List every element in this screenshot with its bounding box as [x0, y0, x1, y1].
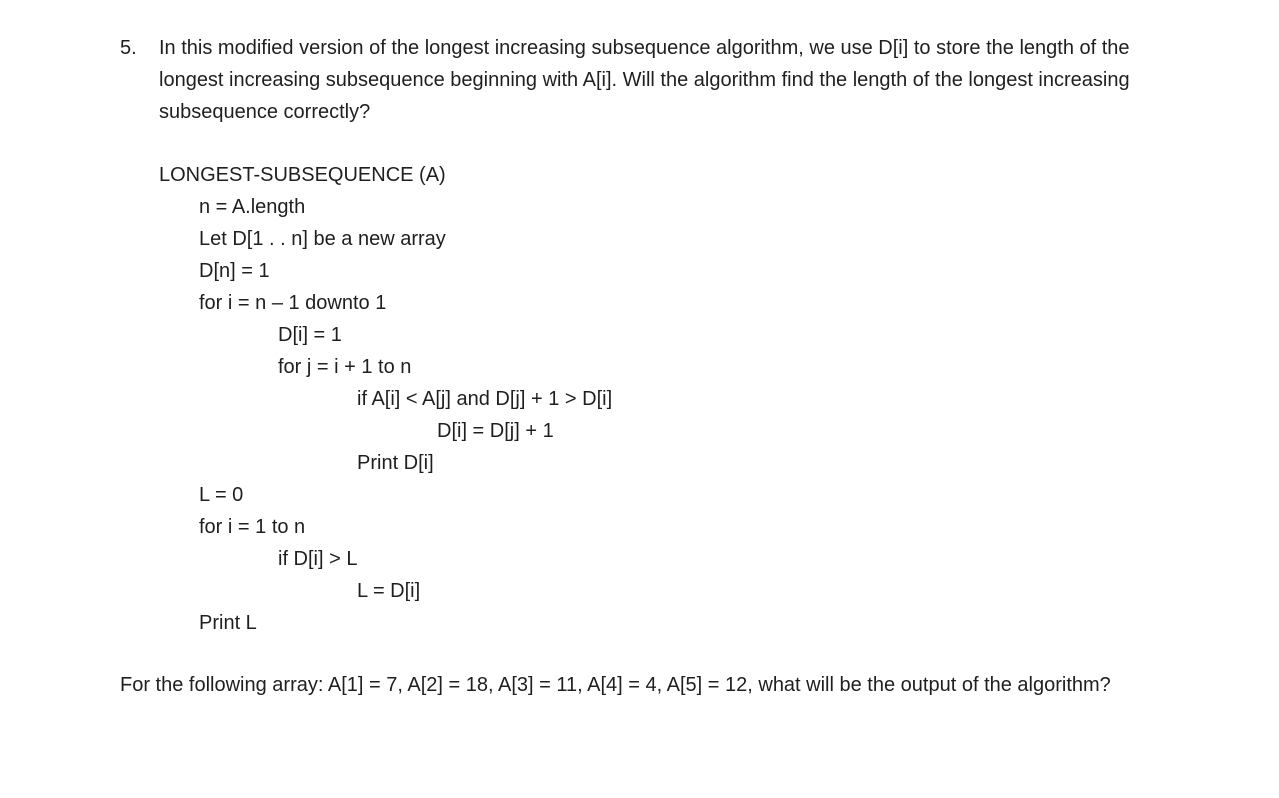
code-line: if D[i] > L: [278, 548, 358, 570]
code-line: Print D[i]: [357, 452, 434, 474]
code-line: L = D[i]: [357, 580, 421, 602]
code-line: D[i] = D[j] + 1: [437, 420, 554, 442]
code-line: if A[i] < A[j] and D[j] + 1 > D[i]: [357, 388, 613, 410]
code-line: for i = 1 to n: [199, 516, 306, 538]
code-line: L = 0: [199, 484, 244, 506]
code-line-procedure-name: LONGEST-SUBSEQUENCE (A): [159, 164, 446, 186]
code-line: for j = i + 1 to n: [278, 356, 412, 378]
code-line: D[n] = 1: [199, 260, 270, 282]
code-line: D[i] = 1: [278, 324, 342, 346]
question-text: In this modified version of the longest increasing subsequence algorithm, we use D[i] to store the length of the longest increasing subsequence beginning with A[i]. Will the algorithm find the length of the longest increasing subsequence correctly?: [159, 37, 1130, 123]
question-number: 5.: [120, 37, 137, 59]
question-5: [120, 32, 1160, 128]
code-line: Let D[1 . . n] be a new array: [199, 228, 446, 250]
code-line: for i = n – 1 downto 1: [199, 292, 387, 314]
code-line: n = A.length: [199, 196, 306, 218]
code-line: Print L: [199, 612, 257, 634]
followup-question: For the following array: A[1] = 7, A[2] = 18, A[3] = 11, A[4] = 4, A[5] = 12, what will be the output of the algorithm?: [120, 674, 1111, 696]
